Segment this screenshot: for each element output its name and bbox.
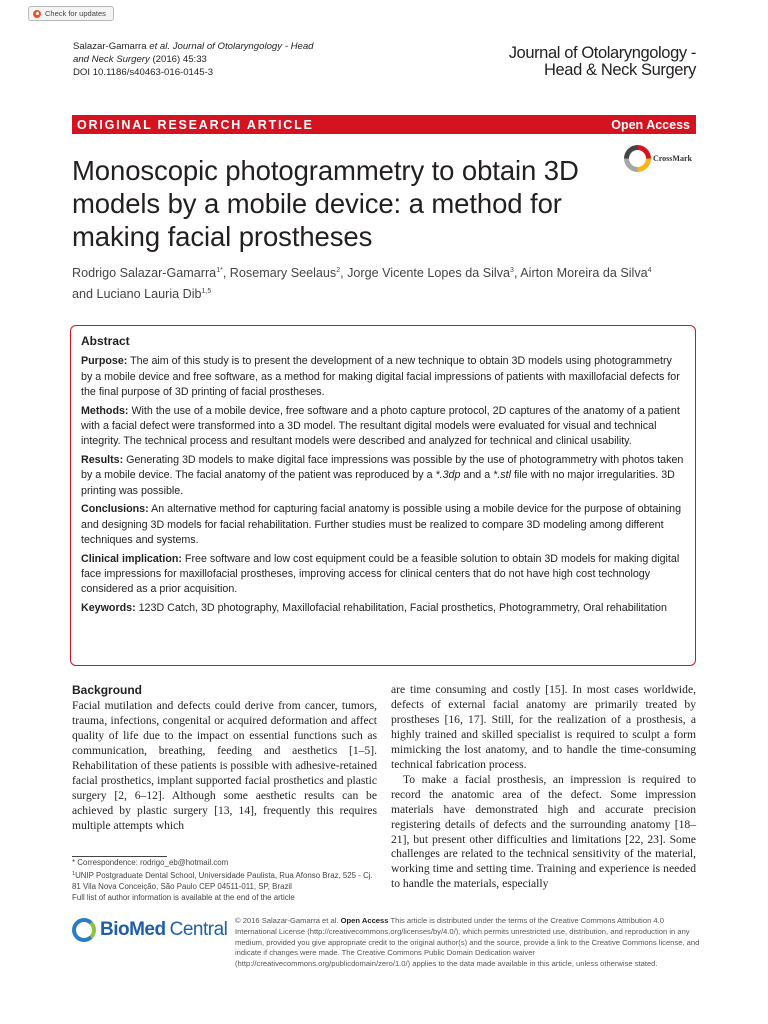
crossmark-button[interactable] xyxy=(624,145,692,172)
footnotes xyxy=(72,858,382,904)
footnote-divider xyxy=(72,856,167,857)
check-for-updates-label: Check for updates xyxy=(45,9,106,18)
abstract-text: Free software and low cost equipment could be a feasible solution to obtain 3D models for making digital face impressions for maxillofacial prostheses, improving access for clinical centers that do not have high cost technology considered as a prior acquisition. xyxy=(81,552,680,596)
license-statement xyxy=(235,916,700,970)
article-type-bar xyxy=(72,115,696,134)
abstract-results xyxy=(81,453,685,499)
journal-name-line1: Journal of Otolaryngology - xyxy=(508,44,696,62)
author-affiliation-mark: 3 xyxy=(510,267,514,274)
abstract-label: Conclusions: xyxy=(81,503,149,516)
crossmark-icon xyxy=(624,145,651,172)
open-access-label: Open Access xyxy=(611,117,690,132)
abstract-text: With the use of a mobile device, free software and a photo capture protocol, 2D captures of the anatomy of a patient with a facial defect were transformed into a 3D model. The resultant digital models were evaluated for visual and technical integrity. The technical process and resultant models were described and analyzed for technical and clinical usability. xyxy=(81,404,680,448)
crossmark-label: CrossMark xyxy=(653,154,692,163)
abstract-purpose xyxy=(81,354,685,400)
publisher-logo xyxy=(72,918,227,942)
journal-name xyxy=(509,45,696,79)
abstract-label: Keywords: xyxy=(81,602,136,615)
copyright-text: © 2016 Salazar-Gamarra et al. xyxy=(235,916,341,925)
author-name: , Airton Moreira da Silva xyxy=(513,266,648,280)
open-access-term: Open Access xyxy=(340,916,389,925)
section-heading-background: Background xyxy=(72,683,143,697)
biomed-central-icon xyxy=(72,918,96,942)
abstract-text: An alternative method for capturing facial anatomy is possible using a mobile device for the purpose of obtaining and designing 3D models for facial rehabilitation. Further studies must be realized to compare 3D modeling among different techniques and systems. xyxy=(81,503,682,547)
title-line2: models by a mobile device: a method for xyxy=(72,188,562,219)
affiliation-text: UNIP Postgraduate Dental School, Universidade Paulista, Rua Afonso Braz, 525 - Cj. 81 Vila Nova Conceição, São Paulo CEP 04511-011, SP, Brazil xyxy=(72,870,373,891)
abstract-text: 123D Catch, 3D photography, Maxillofacial rehabilitation, Facial prosthetics, Photogrammetry, Oral rehabilitation xyxy=(135,602,667,615)
file-extension: *.3dp xyxy=(435,469,461,482)
abstract-label: Results: xyxy=(81,454,124,467)
publisher-name-bold: BioMed xyxy=(100,919,166,940)
body-column-left xyxy=(72,683,377,834)
author-list xyxy=(72,262,672,303)
citation-doi[interactable]: DOI 10.1186/s40463-016-0145-3 xyxy=(73,66,214,78)
citation-journal: et al. Journal of Otolaryngology - Head xyxy=(149,41,314,52)
citation-journal-cont: and Neck Surgery xyxy=(73,53,150,65)
abstract-conclusions xyxy=(81,502,685,548)
abstract-clinical-implication xyxy=(81,552,685,598)
author-name: and Luciano Lauria Dib xyxy=(72,286,202,301)
author-affiliation-mark: 1* xyxy=(216,267,223,274)
abstract-heading: Abstract xyxy=(81,334,130,348)
article-title xyxy=(72,154,632,253)
body-paragraph: To make a facial prosthesis, an impression is required to record the anatomic area of the defect. Some impression materials have demonstrated high and accurate precision registering details of defects and the surrounding anatomy [18–21], but present other difficulties and limitations [22, 23]. Some challenges are related to the technical sensitivity of the material, working time and setting time. Training and experience is needed to handle the materials, especially xyxy=(391,772,696,891)
journal-name-line2: Head & Neck Surgery xyxy=(544,61,696,79)
abstract-label: Clinical implication: xyxy=(81,552,182,565)
author-affiliation-mark: 2 xyxy=(336,267,341,274)
file-extension: *.stl xyxy=(493,469,511,482)
article-type: ORIGINAL RESEARCH ARTICLE xyxy=(77,117,314,132)
abstract-label: Methods: xyxy=(81,404,129,417)
abstract-text: and a xyxy=(460,469,494,482)
publisher-name-regular: Central xyxy=(169,919,228,940)
body-paragraph: are time consuming and costly [15]. In most cases worldwide, defects of external facial anatomy are primarily treated by prostheses [16, 17]. Still, for the realization of a prosthesis, a highly trained and skilled specialist is required to sculpt a form mimicking the lost anatomy, and to handle the time-consuming technical fabrication process. xyxy=(391,683,696,771)
license-text: This article is distributed under the terms of the Creative Commons Attribution 4.0 International License (http://creativecommons.org/licenses/by/4.0/), which permits unrestricted use, distribution, and reproduction in any medium, provided you give appropriate credit to the original author(s) and the source, provide a link to the Creative Commons license, and indicate if changes were made. The Creative Commons Public Domain Dedication waiver (http://creativecommons.org/publicdomain/zero/1.0/) applies to the data made available in this article, unless otherwise stated. xyxy=(235,916,700,969)
body-paragraph: Facial mutilation and defects could derive from cancer, tumors, trauma, infections, congenital or acquired deformation and affect quality of life due to the impact on essential functions such as communication, breathing, feeding and aesthetics [1–5]. Rehabilitation of these patients is possible with adhesive-retained facial prosthetics, implant supported facial prosthetics and plastic surgery [2, 6–12]. Although some aesthetic results can be achieved by plastic surgery [13, 14], frequently this requires multiple attempts which xyxy=(72,698,377,832)
abstract-text: Generating 3D models to make digital face impressions was possible by the use of photogrammetry with photos taken by a mobile device. The facial anatomy of the patient was reproduced by a xyxy=(81,454,684,482)
title-line1: Monoscopic photogrammetry to obtain 3D xyxy=(72,155,579,186)
abstract-box xyxy=(70,325,696,666)
affiliation-mark: 1 xyxy=(72,870,76,877)
abstract-methods xyxy=(81,404,685,450)
citation-volume: (2016) 45:33 xyxy=(149,53,207,65)
check-for-updates-button[interactable] xyxy=(28,6,114,21)
author-info-note: Full list of author information is available at the end of the article xyxy=(72,892,295,902)
author-affiliation-mark: 1,5 xyxy=(201,287,212,295)
citation-authors: Salazar-Gamarra xyxy=(73,41,150,52)
correspondence-note: * Correspondence: rodrigo_eb@hotmail.com xyxy=(72,858,229,867)
abstract-keywords xyxy=(81,601,685,616)
citation-block xyxy=(73,41,314,79)
body-column-right xyxy=(391,683,696,892)
author-affiliation-mark: 4 xyxy=(647,267,652,274)
abstract-text: file with no major irregularities. 3D printing was possible. xyxy=(81,469,675,497)
update-icon xyxy=(33,10,41,18)
author-name: Rodrigo Salazar-Gamarra xyxy=(72,266,217,280)
abstract-text: The aim of this study is to present the development of a new technique to obtain 3D models using photogrammetry by a mobile device and free software, as a method for making digital facial impressions of patients with maxillofacial defects for the final purpose of 3D printing of facial prostheses. xyxy=(81,355,680,398)
title-line3: making facial prostheses xyxy=(72,221,373,252)
abstract-label: Purpose: xyxy=(81,355,128,368)
author-name: , Jorge Vicente Lopes da Silva xyxy=(340,266,511,280)
author-name: , Rosemary Seelaus xyxy=(222,266,337,280)
affiliation-note xyxy=(72,869,382,893)
